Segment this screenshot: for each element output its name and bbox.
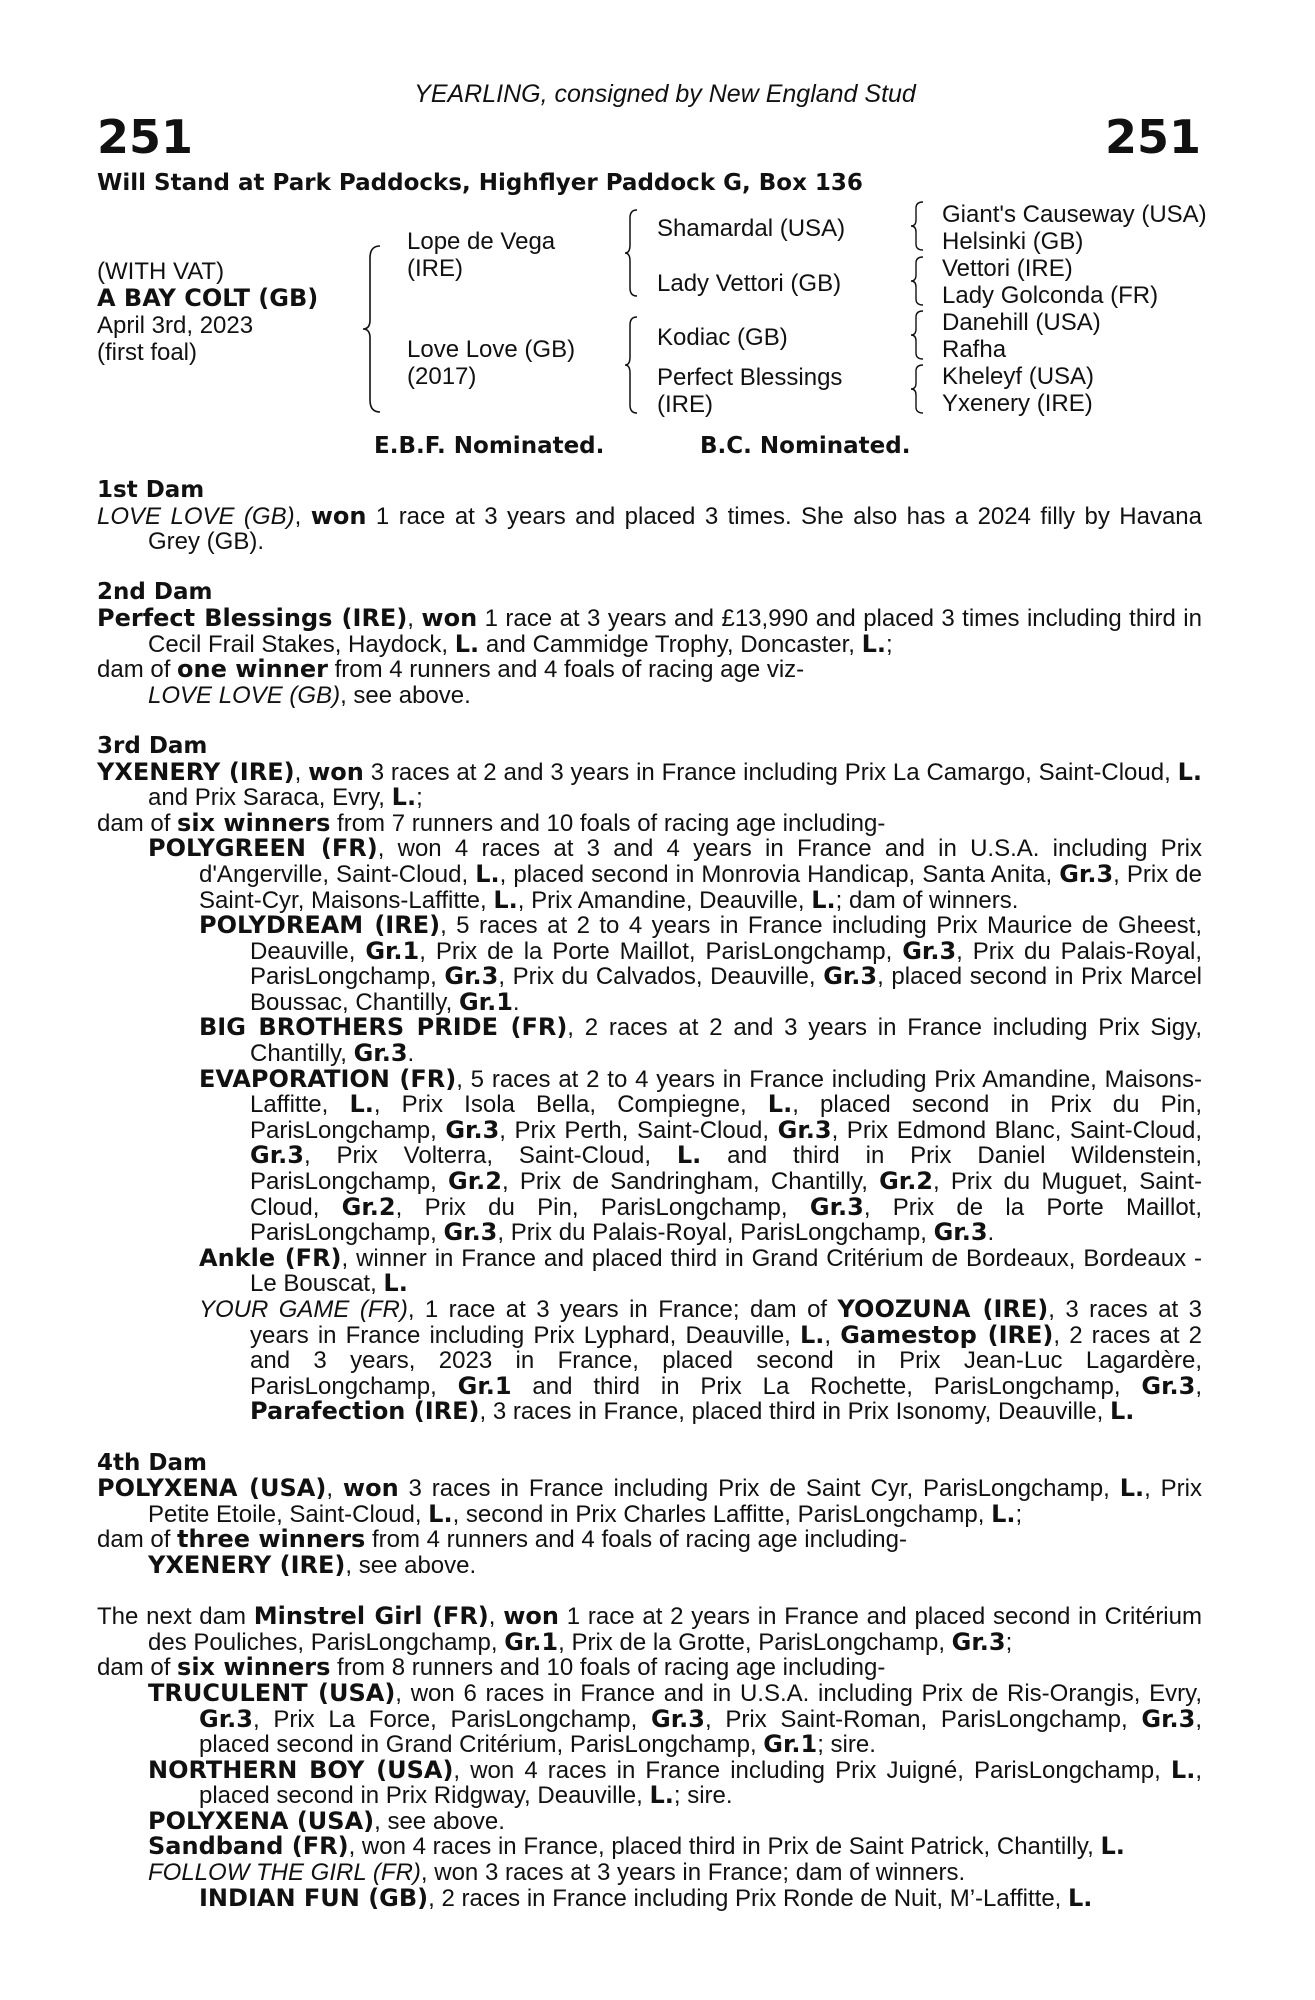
pedigree-brace-dam <box>622 315 640 415</box>
record-paragraph <box>97 1678 1202 1759</box>
bold-text: L. <box>349 1090 374 1119</box>
record-paragraph <box>97 657 1202 683</box>
bold-text: Gr.3 <box>777 1115 832 1144</box>
bold-text: YXENERY (IRE) <box>148 1550 346 1579</box>
text: , see above. <box>340 681 471 709</box>
bold-text: L. <box>767 1090 793 1119</box>
record-paragraph <box>97 1604 1202 1655</box>
g3-horse: Yxenery (IRE) <box>942 390 1093 417</box>
text: and Prix Saraca, Evry, <box>148 784 392 812</box>
ebf-nomination: E.B.F. Nominated. <box>374 433 605 459</box>
text: , placed second in Prix Marcel Boussac, Chantilly, <box>250 963 1202 1016</box>
bold-text: Gr.1 <box>763 1730 818 1759</box>
text: , 3 races at 3 years in France including Prix Lyphard, Deauville, <box>250 1296 1202 1349</box>
text: dam of <box>97 809 178 837</box>
text: from 4 runners and 4 foals of racing age viz- <box>327 656 805 684</box>
g3-horse: Giant's Causeway (USA) <box>942 201 1207 228</box>
bold-text: won <box>308 757 364 786</box>
text: , placed second in Prix du Pin, ParisLongchamp, <box>250 1091 1202 1144</box>
text: . <box>987 1219 995 1247</box>
dam-year: (2017) <box>407 363 477 390</box>
lot-number-right: 251 <box>1104 110 1201 164</box>
subject-foal-note: (first foal) <box>97 339 198 366</box>
subject-block <box>97 258 318 366</box>
record-paragraph <box>97 1527 1202 1553</box>
text: , Prix Volterra, Saint-Cloud, <box>303 1142 677 1170</box>
bold-text: Gr.1 <box>504 1627 559 1656</box>
bold-text: YXENERY (IRE) <box>97 757 295 786</box>
text: , 2 races at 2 and 3 years, 2023 in France, placed second in Prix Jean-Luc Lagardère, ParisLongchamp, <box>250 1321 1202 1400</box>
text: dam of <box>97 1526 178 1554</box>
bold-text: L. <box>1110 1397 1135 1426</box>
pedigree-brace-g3-2 <box>908 255 926 307</box>
dam-dam-name: Perfect Blessings <box>657 364 843 391</box>
text: ; dam of winners. <box>835 886 1019 914</box>
bold-text: L. <box>1100 1832 1125 1861</box>
pedigree-sire <box>407 228 555 282</box>
dam-section <box>97 1604 1202 1911</box>
record-paragraph <box>97 1883 1202 1912</box>
vat-note: (WITH VAT) <box>97 258 225 285</box>
text: , <box>294 758 309 786</box>
text: , Prix de Saint-Cyr, Maisons-Laffitte, <box>199 860 1202 914</box>
bold-text: Gr.3 <box>1059 859 1114 888</box>
text: dam of <box>97 1654 178 1682</box>
text: , winner in France and placed third in Grand Critérium de Bordeaux, Bordeaux - Le Bouscat, <box>250 1244 1202 1298</box>
bold-text: L. <box>1170 1755 1196 1784</box>
text: ; sire. <box>817 1731 876 1759</box>
dam-dam-origin: (IRE) <box>657 391 713 418</box>
text: ; <box>1015 1500 1023 1528</box>
text: , Prix du Palais-Royal, ParisLongchamp, <box>497 1219 934 1247</box>
text: ; <box>416 784 423 812</box>
text: , Prix La Force, ParisLongchamp, <box>252 1705 652 1733</box>
section-heading: 1st Dam <box>97 477 205 503</box>
bold-text: BIG BROTHERS PRIDE (FR) <box>199 1013 568 1042</box>
record-paragraph <box>97 808 1202 837</box>
record-paragraph <box>97 1860 1202 1886</box>
g3-horse: Lady Golconda (FR) <box>942 282 1159 309</box>
bold-text: won <box>503 1602 559 1631</box>
text: , Prix de la Porte Maillot, ParisLongchamp, <box>419 937 903 965</box>
pedigree-brace-main <box>360 244 384 414</box>
section-heading: 4th Dam <box>97 1449 207 1476</box>
text: from 7 runners and 10 foals of racing age including- <box>330 809 886 837</box>
bold-text: L. <box>383 1269 408 1298</box>
bold-text: Gr.3 <box>1141 1371 1196 1400</box>
dam-section <box>97 580 1202 708</box>
bold-text: L. <box>475 859 500 888</box>
pedigree-brace-g3-4 <box>908 363 926 415</box>
record-paragraph <box>97 1550 1202 1579</box>
bold-text: three winners <box>177 1525 366 1554</box>
pedigree-brace-g3-1 <box>908 200 926 252</box>
bold-text: Ankle (FR) <box>199 1243 342 1272</box>
bold-text: L. <box>454 629 480 658</box>
bold-text: POLYGREEN (FR) <box>148 834 378 863</box>
bold-text: L. <box>799 1320 825 1349</box>
g3-horse: Rafha <box>942 336 1007 363</box>
pedigree-brace-g3-3 <box>908 309 926 361</box>
text: , Prix Petite Etoile, Saint-Cloud, <box>148 1475 1203 1528</box>
record-paragraph <box>97 1015 1202 1066</box>
record-paragraph <box>97 1476 1202 1527</box>
text: , won 4 races in France, placed third in Prix de Saint Patrick, Chantilly, <box>348 1833 1101 1861</box>
bold-text: EVAPORATION (FR) <box>199 1064 457 1093</box>
text: , Prix Isola Bella, Compiegne, <box>373 1091 768 1119</box>
text: , Prix Saint-Roman, ParisLongchamp, <box>704 1705 1142 1733</box>
produce-record <box>97 478 1202 1911</box>
bold-text: Gr.3 <box>902 936 957 965</box>
bold-text: L. <box>811 885 836 914</box>
record-paragraph <box>97 1297 1202 1425</box>
subject-dob: April 3rd, 2023 <box>97 312 254 339</box>
bold-text: L. <box>1119 1474 1145 1503</box>
bold-text: Gr.1 <box>365 936 420 965</box>
bold-text: Sandband (FR) <box>148 1832 349 1861</box>
bold-text: Gr.3 <box>809 1192 864 1221</box>
bold-text: Gr.3 <box>933 1218 988 1247</box>
bold-text: Gr.3 <box>445 1115 500 1144</box>
bold-text: won <box>342 1474 399 1503</box>
bold-text: won <box>310 501 367 530</box>
bold-text: Gr.1 <box>457 1371 512 1400</box>
bold-text: Gr.3 <box>250 1141 304 1170</box>
text: , placed second in Grand Critérium, ParisLongchamp, <box>199 1705 1202 1759</box>
bold-text: Gr.2 <box>879 1167 934 1196</box>
text: , Prix Perth, Saint-Cloud, <box>499 1116 778 1144</box>
sire-name: Lope de Vega <box>407 228 556 255</box>
text: , Prix du Pin, ParisLongchamp, <box>395 1193 810 1221</box>
text: , 2 races in France including Prix Ronde de Nuit, M’-Laffitte, <box>428 1884 1068 1912</box>
bold-text: Gr.3 <box>199 1704 253 1733</box>
text: . <box>407 1040 415 1068</box>
section-heading: 3rd Dam <box>97 732 208 759</box>
dam-section <box>97 478 1202 555</box>
text: , won 6 races in France and in U.S.A. including Prix de Ris-Orangis, Evry, <box>395 1679 1202 1707</box>
text: , second in Prix Charles Laffitte, ParisLongchamp, <box>452 1500 992 1528</box>
pedigree-g3-list <box>942 201 1207 417</box>
italic-text: LOVE LOVE (GB) <box>97 502 295 530</box>
text: dam of <box>97 656 178 684</box>
bold-text: POLYXENA (USA) <box>148 1806 375 1835</box>
text: , Prix du Palais-Royal, ParisLongchamp, <box>250 937 1202 991</box>
section-heading: 2nd Dam <box>97 579 213 606</box>
text: and third in Prix La Rochette, ParisLongchamp, <box>511 1372 1142 1400</box>
bold-text: POLYDREAM (IRE) <box>199 911 441 940</box>
g3-horse: Helsinki (GB) <box>942 228 1084 255</box>
record-paragraph <box>97 913 1202 1015</box>
text: , Prix Edmond Blanc, Saint-Cloud, <box>831 1116 1202 1144</box>
bold-text: L. <box>1068 1883 1093 1912</box>
bold-text: INDIAN FUN (GB) <box>199 1883 429 1912</box>
text: from 4 runners and 4 foals of racing age including- <box>365 1526 907 1554</box>
text: , <box>407 604 422 632</box>
text: , Prix du Muguet, Saint-Cloud, <box>250 1168 1202 1221</box>
bold-text: L. <box>391 783 417 812</box>
bold-text: L. <box>649 1781 674 1810</box>
bold-text: one winner <box>177 655 328 684</box>
italic-text: LOVE LOVE (GB) <box>148 681 341 709</box>
bold-text: Gr.3 <box>353 1039 408 1068</box>
record-paragraph <box>97 1755 1202 1810</box>
text: , 5 races at 2 to 4 years in France including Prix Amandine, Maisons-Laffitte, <box>250 1065 1203 1119</box>
text: 1 race at 2 years in France and placed second in Critérium des Pouliches, ParisLongchamp, <box>148 1603 1202 1656</box>
dam-section <box>97 1451 1202 1579</box>
text: The next dam <box>97 1603 254 1631</box>
bold-text: Gr.2 <box>341 1192 396 1221</box>
bold-text: YOOZUNA (IRE) <box>837 1295 1049 1323</box>
bold-text: POLYXENA (USA) <box>97 1474 327 1503</box>
text: . <box>512 988 520 1016</box>
bold-text: L. <box>428 1499 453 1528</box>
text: , <box>326 1475 343 1503</box>
bold-text: Gr.3 <box>444 962 499 991</box>
text: , <box>824 1321 841 1349</box>
text: ; <box>886 630 893 658</box>
g3-horse: Danehill (USA) <box>942 309 1101 336</box>
record-paragraph <box>97 836 1202 913</box>
text: , 3 races in France, placed third in Prix Isonomy, Deauville, <box>479 1398 1110 1426</box>
g3-horse: Vettori (IRE) <box>942 255 1073 282</box>
text: and third in Prix Daniel Wildenstein, ParisLongchamp, <box>250 1142 1202 1196</box>
bc-nomination: B.C. Nominated. <box>700 433 911 459</box>
record-paragraph <box>97 1834 1202 1860</box>
text: ; <box>1005 1628 1013 1656</box>
pedigree-brace-sire <box>622 208 640 298</box>
sire-origin: (IRE) <box>407 255 463 282</box>
text: , see above. <box>345 1551 477 1579</box>
catalogue-subtitle: YEARLING, consigned by New England Stud <box>414 80 916 108</box>
text: , placed second in Prix Ridgway, Deauville, <box>199 1756 1202 1810</box>
record-paragraph <box>97 1806 1202 1835</box>
text: , <box>294 502 311 530</box>
text: and Cammidge Trophy, Doncaster, <box>479 630 862 658</box>
text: , Prix Amandine, Deauville, <box>517 886 812 914</box>
bold-text: six winners <box>177 1653 331 1682</box>
text: , Prix du Calvados, Deauville, <box>498 963 824 991</box>
text: , Prix de la Porte Maillot, ParisLongchamp, <box>250 1193 1202 1247</box>
bold-text: Gr.2 <box>448 1167 502 1196</box>
record-paragraph <box>97 501 1202 556</box>
text: , <box>1195 1372 1202 1400</box>
text: 1 race at 3 years and placed 3 times. She also has a 2024 filly by Havana Grey (GB). <box>148 502 1202 556</box>
pedigree-dam <box>407 336 575 390</box>
bold-text: TRUCULENT (USA) <box>148 1678 396 1707</box>
bold-text: won <box>421 603 478 632</box>
italic-text: FOLLOW THE GIRL (FR) <box>148 1859 421 1887</box>
bold-text: Gr.1 <box>458 987 513 1016</box>
record-paragraph <box>97 1243 1202 1298</box>
pedigree-dam-sire: Kodiac (GB) <box>657 324 788 351</box>
bold-text: Gr.3 <box>951 1627 1006 1656</box>
text: , won 4 races at 3 and 4 years in France and in U.S.A. including Prix d'Angerville, Saint-Cloud, <box>199 835 1202 888</box>
text: 3 races at 2 and 3 years in France including Prix La Camargo, Saint-Cloud, <box>363 758 1178 786</box>
record-paragraph <box>97 1655 1202 1681</box>
record-paragraph <box>97 683 1202 709</box>
bold-text: NORTHERN BOY (USA) <box>148 1755 454 1784</box>
text: 3 races in France including Prix de Saint Cyr, ParisLongchamp, <box>398 1475 1120 1503</box>
pedigree-dam-dam <box>657 364 842 418</box>
record-paragraph <box>97 1064 1203 1247</box>
bold-text: L. <box>493 885 518 914</box>
text: , 1 race at 3 years in France; dam of <box>407 1296 838 1323</box>
dam-section <box>97 734 1202 1425</box>
text: , 2 races at 2 and 3 years in France including Prix Sigy, Chantilly, <box>250 1014 1202 1068</box>
bold-text: L. <box>676 1141 702 1170</box>
g3-horse: Kheleyf (USA) <box>942 363 1095 390</box>
bold-text: L. <box>1177 757 1203 786</box>
text: , see above. <box>374 1807 505 1835</box>
pedigree-sire-sire: Shamardal (USA) <box>657 215 846 242</box>
bold-text: Minstrel Girl (FR) <box>253 1602 489 1631</box>
bold-text: L. <box>991 1499 1016 1528</box>
subject-name: A BAY COLT (GB) <box>97 284 319 312</box>
record-paragraph <box>97 603 1202 658</box>
bold-text: Gr.3 <box>443 1218 498 1247</box>
text: 1 race at 3 years and £13,990 and placed 3 times including third in Cecil Frail Stakes, Haydock, <box>148 604 1202 658</box>
italic-text: YOUR GAME (FR) <box>199 1296 408 1323</box>
text: , placed second in Monrovia Handicap, Santa Anita, <box>499 860 1060 888</box>
bold-text: Gr.3 <box>1141 1704 1196 1733</box>
text: from 8 runners and 10 foals of racing age including- <box>330 1654 886 1682</box>
bold-text: Parafection (IRE) <box>250 1397 480 1426</box>
bold-text: Perfect Blessings (IRE) <box>97 603 408 632</box>
bold-text: six winners <box>177 808 331 837</box>
dam-name: Love Love (GB) <box>407 336 576 363</box>
record-paragraph <box>97 757 1203 812</box>
text: , 5 races at 2 to 4 years in France including Prix Maurice de Gheest, Deauville, <box>250 912 1202 965</box>
pedigree-sire-dam: Lady Vettori (GB) <box>657 270 842 297</box>
bold-text: Gr.3 <box>651 1704 705 1733</box>
bold-text: L. <box>861 629 887 658</box>
text: , Prix de la Grotte, ParisLongchamp, <box>558 1628 952 1656</box>
text: , <box>488 1603 504 1631</box>
lot-number-left: 251 <box>97 110 194 164</box>
text: ; sire. <box>673 1782 733 1810</box>
bold-text: Gamestop (IRE) <box>840 1320 1054 1349</box>
text: , won 4 races in France including Prix Juigné, ParisLongchamp, <box>453 1756 1171 1784</box>
text: , won 3 races at 3 years in France; dam of winners. <box>420 1859 966 1887</box>
bold-text: Gr.3 <box>823 962 878 991</box>
text: , Prix de Sandringham, Chantilly, <box>501 1168 880 1196</box>
stand-location: Will Stand at Park Paddocks, Highflyer Paddock G, Box 136 <box>97 170 863 196</box>
